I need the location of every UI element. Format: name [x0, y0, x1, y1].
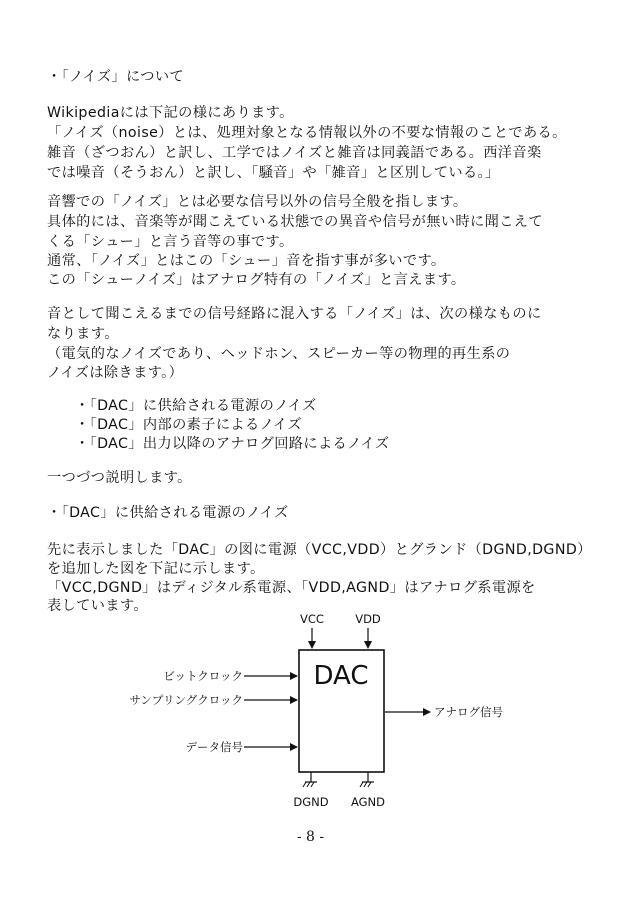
paragraph-line: ノイズは除きます。） [47, 365, 184, 381]
data-signal-label: データ信号 [185, 740, 243, 754]
paragraph-line: 先に表示しました「DAC」の図に電源（VCC,VDD）とグランド（DGND,DGND） [47, 542, 592, 558]
paragraph-line: くる「シュー」と言う音等の事です。 [47, 234, 294, 250]
paragraph-line: を追加した図を下記に示します。 [47, 561, 265, 577]
wikipedia-intro: Wikipediaには下記の様にあります。 [47, 105, 294, 121]
sampling-clock-label: サンプリングクロック [129, 693, 243, 707]
section-heading-noise: ・「ノイズ」について [47, 69, 185, 85]
paragraph-line: この「シューノイズ」はアナログ特有の「ノイズ」と言えます。 [47, 272, 466, 288]
page-number: - 8 - [296, 829, 325, 845]
paragraph-line: 音として聞こえるまでの信号経路に混入する「ノイズ」は、次の様なものに [47, 306, 542, 322]
vcc-label: VCC [300, 612, 324, 626]
dgnd-label: DGND [293, 795, 329, 809]
analog-signal-label: アナログ信号 [434, 705, 503, 719]
paragraph-line: 通常、「ノイズ」とはこの「シュー」音を指す事が多いです。 [47, 253, 446, 269]
paragraph-line: 音響での「ノイズ」とは必要な信号以外の信号全般を指します。 [47, 194, 468, 210]
bit-clock-label: ビットクロック [163, 669, 243, 683]
quote-line: では噪音（そうおん）と訳し、「騒音」や「雑音」と区別している。」 [47, 165, 500, 181]
section-heading-dac-power: ・「DAC」に供給される電源のノイズ [47, 505, 289, 521]
list-item: ・「DAC」に供給される電源のノイズ [75, 398, 317, 414]
paragraph-line: なります。 [47, 326, 119, 342]
paragraph-line: 具体的には、音楽等が聞こえている状態での異音や信号が無い時に聞こえて [47, 214, 543, 230]
paragraph-line: （電気的なノイズであり、ヘッドホン、スピーカー等の物理的再生系の [47, 346, 511, 362]
list-item: ・「DAC」出力以降のアナログ回路によるノイズ [75, 436, 390, 452]
dgnd-symbol [303, 772, 317, 787]
paragraph-line: 一つづつ説明します。 [47, 470, 192, 486]
vdd-label: VDD [355, 612, 381, 626]
agnd-symbol [360, 772, 374, 787]
quote-line: 雑音（ざつおん）と訳し、工学ではノイズと雑音は同義語である。西洋音楽 [47, 145, 542, 161]
paragraph-line: 「VCC,DGND」はディジタル系電源、「VDD,AGND」はアナログ系電源を [47, 580, 536, 596]
dac-block-diagram [110, 608, 550, 818]
dac-label: DAC [313, 661, 369, 691]
list-item: ・「DAC」内部の素子によるノイズ [75, 417, 302, 433]
paragraph-line: 表しています。 [47, 598, 148, 614]
agnd-label: AGND [350, 795, 386, 809]
quote-line: 「ノイズ（noise）とは、処理対象となる情報以外の不要な情報のことである。 [47, 125, 567, 141]
